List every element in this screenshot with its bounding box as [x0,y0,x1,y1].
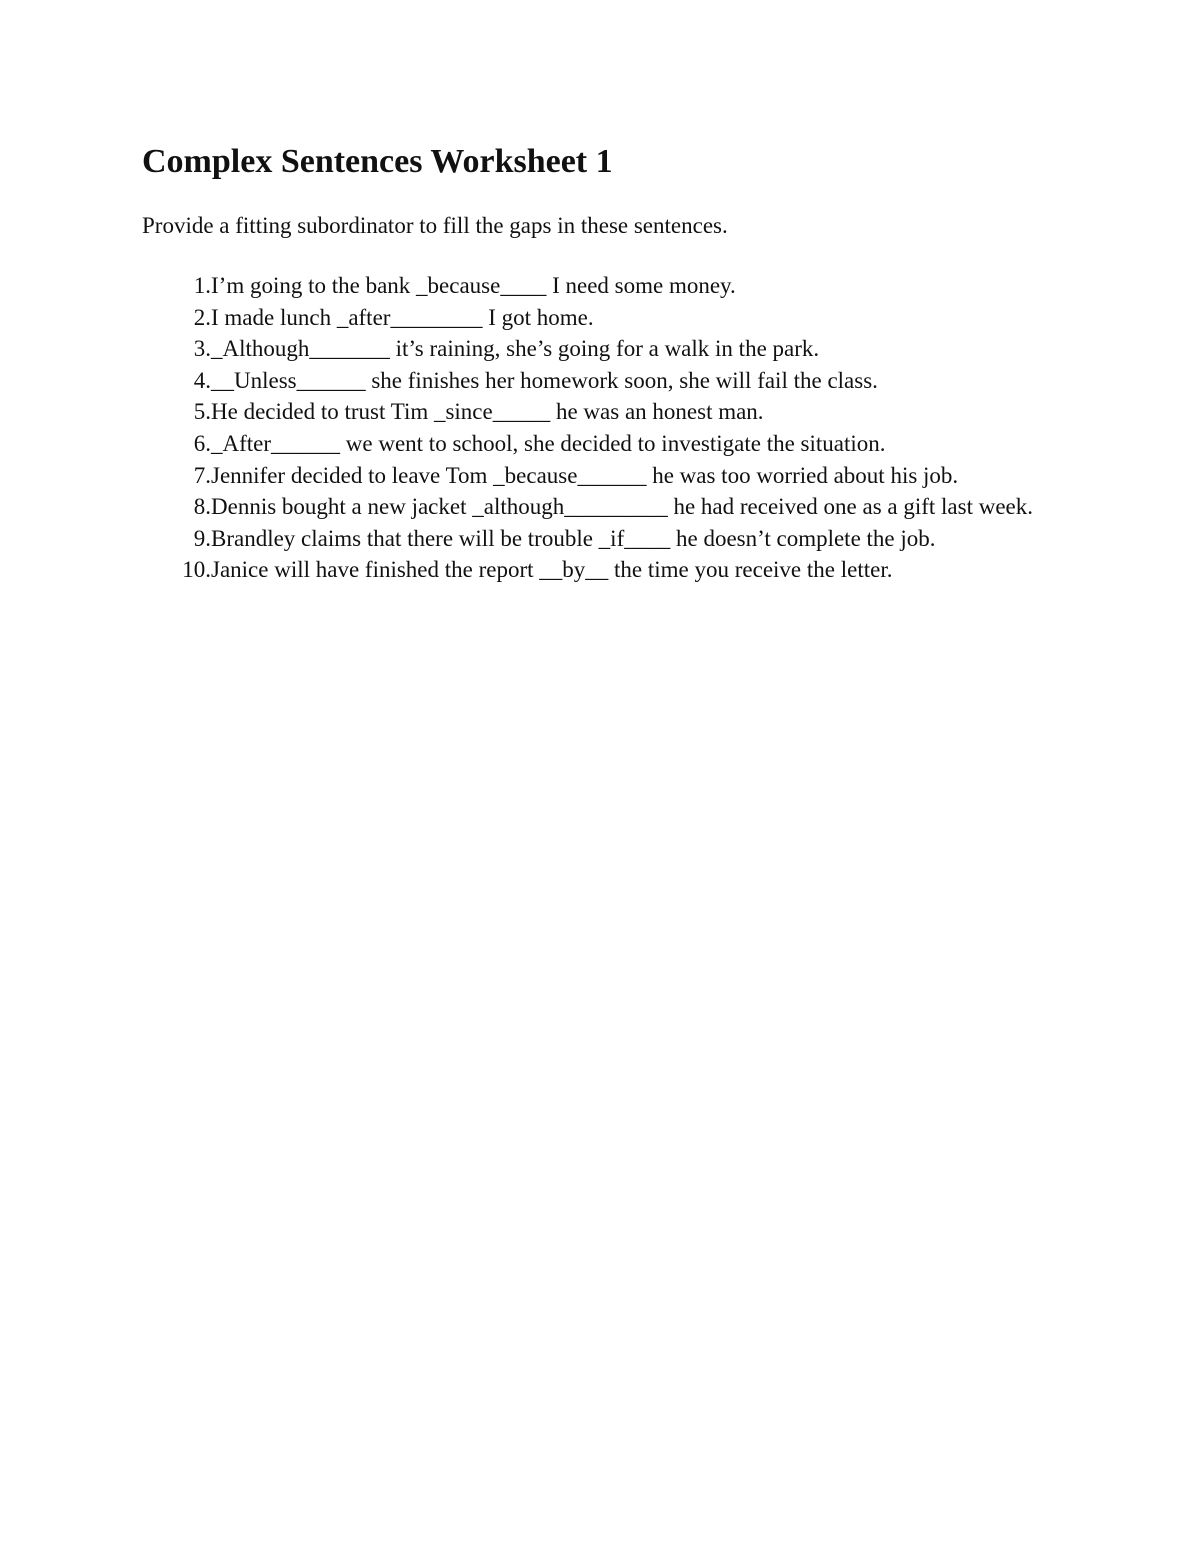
question-number: 8. [193,494,211,520]
question-text: Janice will have finished the report __by__ the time you receive the letter. [211,557,893,583]
question-text: _Although_______ it’s raining, she’s going for a walk in the park. [211,336,820,362]
question-text: He decided to trust Tim _since_____ he was an honest man. [211,399,764,425]
question-item-8 [142,491,1072,523]
question-text: Jennifer decided to leave Tom _because______ he was too worried about his job. [211,462,959,488]
question-item-4 [142,365,1072,397]
question-number: 10. [182,557,211,583]
question-item-7 [142,460,1072,492]
question-item-2 [142,302,1072,334]
question-number: 5. [193,399,211,425]
question-item-3 [142,333,1072,365]
worksheet-instructions: Provide a fitting subordinator to fill the gaps in these sentences. [142,213,728,238]
question-list [142,270,1072,586]
question-text: I’m going to the bank _because____ I need some money. [211,273,736,298]
question-number: 1. [193,273,211,298]
question-text: Brandley claims that there will be trouble _if____ he doesn’t complete the job. [211,525,936,551]
question-text: _After______ we went to school, she decided to investigate the situation. [211,430,886,456]
question-number: 7. [193,462,211,488]
question-item-9 [142,523,1072,555]
question-number: 6. [193,430,211,456]
question-item-1 [142,270,1072,302]
question-text: I made lunch _after________ I got home. [211,304,594,330]
question-item-10 [142,554,1072,586]
question-item-5 [142,396,1072,428]
question-number: 2. [193,304,211,330]
question-number: 3. [193,336,211,362]
question-item-6 [142,428,1072,460]
worksheet-title: Complex Sentences Worksheet 1 [142,143,613,180]
question-text: __Unless______ she finishes her homework soon, she will fail the class. [211,367,878,393]
question-text: Dennis bought a new jacket _although_________ he had received one as a gift last week. [211,494,1034,520]
question-number: 4. [193,367,211,393]
question-number: 9. [193,525,211,551]
